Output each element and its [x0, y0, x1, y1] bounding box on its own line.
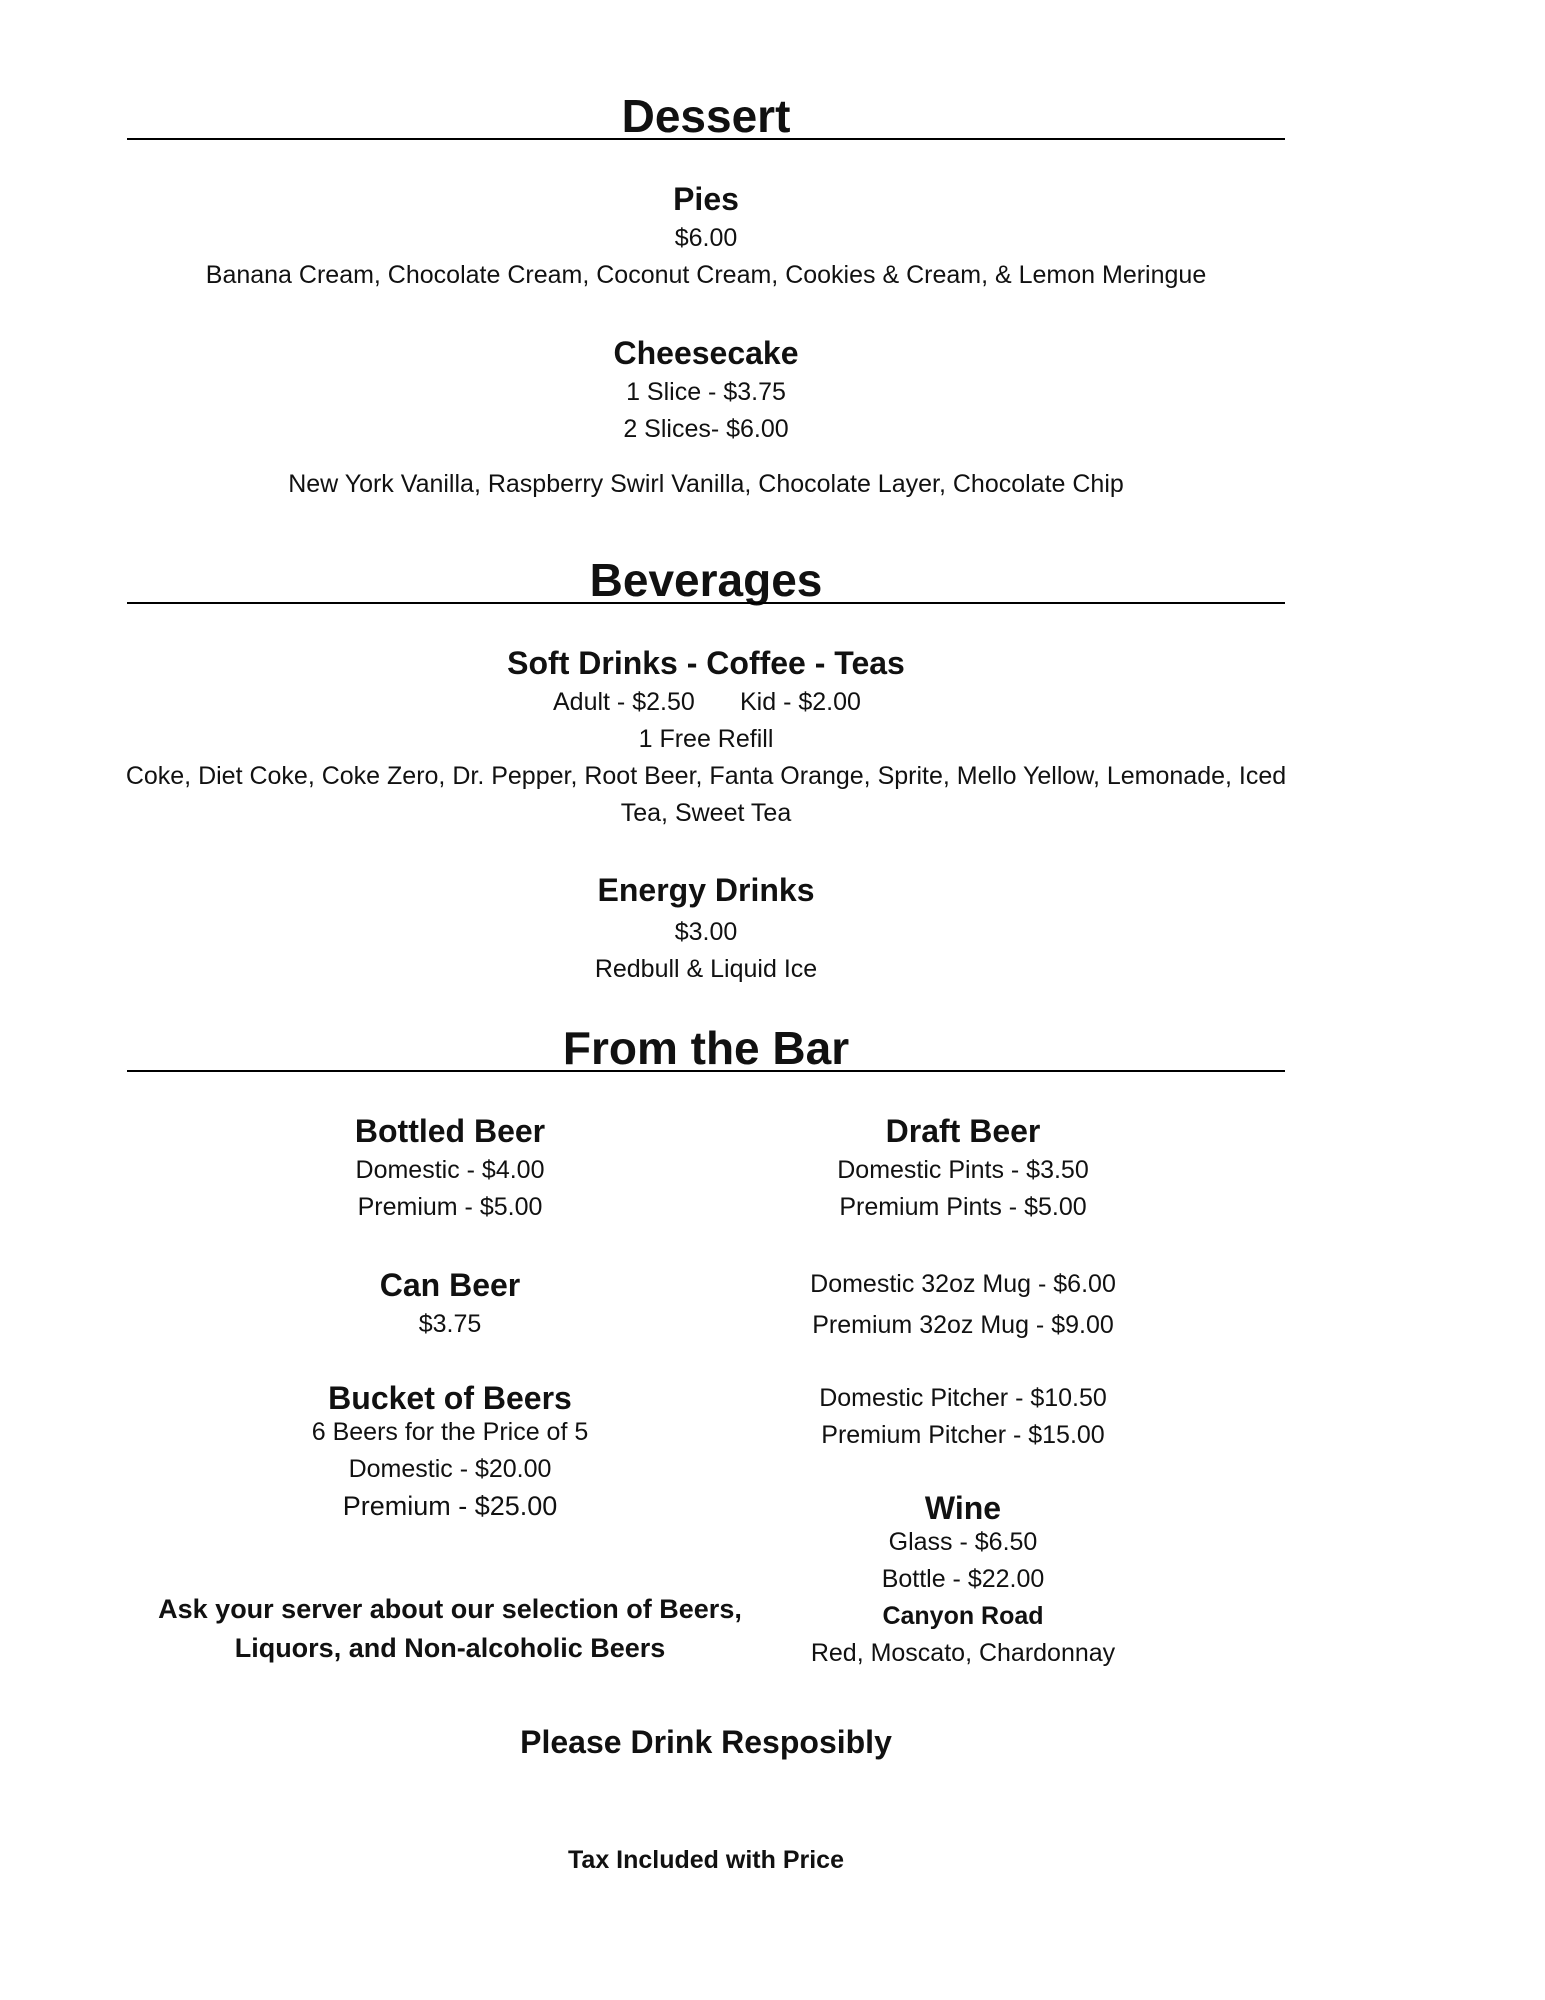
- bucket-title: Bucket of Beers: [328, 1380, 572, 1416]
- ask-server-line1: Ask your server about our selection of Beers,: [158, 1594, 742, 1624]
- can-beer-title: Can Beer: [379, 1267, 521, 1303]
- tax-note: Tax Included with Price: [568, 1846, 844, 1874]
- bar-title: From the Bar: [562, 1022, 850, 1074]
- beverages-divider: [127, 602, 1285, 604]
- dessert-divider: [127, 138, 1285, 140]
- dessert-title: Dessert: [621, 90, 791, 142]
- drink-responsibly: Please Drink Resposibly: [520, 1724, 892, 1760]
- bottled-beer-title: Bottled Beer: [354, 1113, 546, 1149]
- energy-drinks-price: $3.00: [674, 918, 738, 946]
- wine-title: Wine: [924, 1490, 1002, 1526]
- bottled-beer-domestic: Domestic - $4.00: [355, 1156, 545, 1184]
- draft-premium-pitcher: Premium Pitcher - $15.00: [821, 1421, 1105, 1449]
- bucket-domestic: Domestic - $20.00: [348, 1455, 552, 1483]
- ask-server-line2: Liquors, and Non-alcoholic Beers: [234, 1633, 666, 1663]
- energy-drinks-title: Energy Drinks: [597, 872, 815, 908]
- draft-domestic-pitcher: Domestic Pitcher - $10.50: [819, 1384, 1107, 1412]
- soft-drinks-title: Soft Drinks - Coffee - Teas: [507, 645, 905, 681]
- energy-drinks-items: Redbull & Liquid Ice: [594, 955, 818, 983]
- cheesecake-price-one: 1 Slice - $3.75: [626, 378, 786, 406]
- kid-price: Kid - $2.00: [740, 688, 861, 716]
- draft-domestic-mug: Domestic 32oz Mug - $6.00: [810, 1270, 1116, 1298]
- wine-brand: Canyon Road: [882, 1602, 1044, 1630]
- bar-divider: [127, 1070, 1285, 1072]
- pies-title: Pies: [673, 181, 739, 217]
- pies-flavors: Banana Cream, Chocolate Cream, Coconut Cream, Cookies & Cream, & Lemon Meringue: [205, 261, 1207, 289]
- cheesecake-title: Cheesecake: [613, 335, 799, 371]
- bucket-premium: Premium - $25.00: [342, 1491, 558, 1521]
- adult-price: Adult - $2.50: [553, 688, 695, 716]
- draft-beer-title: Draft Beer: [885, 1113, 1041, 1149]
- draft-premium-mug: Premium 32oz Mug - $9.00: [812, 1311, 1114, 1339]
- bucket-deal: 6 Beers for the Price of 5: [311, 1418, 589, 1446]
- beverages-title: Beverages: [589, 554, 823, 606]
- wine-bottle: Bottle - $22.00: [881, 1565, 1045, 1593]
- can-beer-price: $3.75: [418, 1310, 482, 1338]
- wine-glass: Glass - $6.50: [888, 1528, 1038, 1556]
- soft-drinks-list-line1: Coke, Diet Coke, Coke Zero, Dr. Pepper, Root Beer, Fanta Orange, Sprite, Mello Yellow, Lemonade, Iced: [125, 762, 1287, 790]
- free-refill: 1 Free Refill: [638, 725, 774, 753]
- wine-varieties: Red, Moscato, Chardonnay: [810, 1639, 1116, 1667]
- bottled-beer-premium: Premium - $5.00: [357, 1193, 543, 1221]
- draft-premium-pints: Premium Pints - $5.00: [839, 1193, 1087, 1221]
- cheesecake-flavors: New York Vanilla, Raspberry Swirl Vanilla, Chocolate Layer, Chocolate Chip: [288, 470, 1124, 498]
- pies-price: $6.00: [674, 224, 738, 252]
- soft-drinks-list-line2: Tea, Sweet Tea: [620, 799, 792, 827]
- draft-domestic-pints: Domestic Pints - $3.50: [837, 1156, 1089, 1184]
- cheesecake-price-two: 2 Slices- $6.00: [623, 415, 789, 443]
